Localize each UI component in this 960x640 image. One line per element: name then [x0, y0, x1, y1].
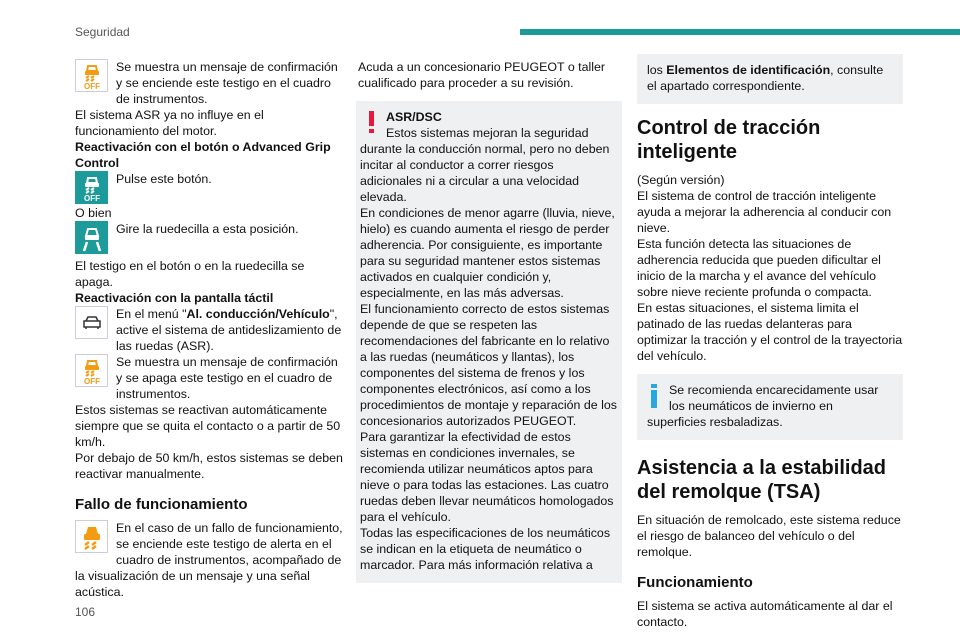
- asr-fault-warning-icon: [75, 520, 108, 553]
- section-title: Seguridad: [75, 25, 130, 39]
- column-1: OFF Se muestra un mensaje de confirmación y se enciende este testigo en el cuadro de instrumentos. El sistema ASR ya no influye en el funcionamiento del motor. Reactivación con el botón o Advanced Grip Control OFF Pulse este botón. O bien Gire la ruedecilla a esta posición. El testigo en el botón o en la ruedecilla se apaga. Reactivación con la pantalla táctil En el menú "Al. conducción/Vehículo", active el sistema de antideslizamiento de las ruedas (ASR). OFF Se muestra un mensaje de confirmación y se apaga este testigo en el cuadro de instrumentos. Estos sistemas se reactivan automáticamente siempre que se quita el contacto o a partir de 50 km/h. Por debajo de 50 km/h, estos sistemas se deben reactivar manualmente. Fallo de funcionamiento En el caso de un fallo de funcionamiento, se enciende este testigo de alerta en el cuadro de instrumentos, acompañado de la visualización de un mensaje y una señal acústica.: [75, 60, 343, 599]
- svg-text:OFF: OFF: [83, 193, 100, 202]
- asr-on-message: OFF Se muestra un mensaje de confirmación y se apaga este testigo en el cuadro de instrumentos.: [75, 354, 343, 402]
- fault-message: En el caso de un fallo de funcionamiento, se enciende este testigo de alerta en el cuadro de instrumentos, acompañado de la visualización de un mensaje y una señal acústica.: [75, 521, 343, 599]
- column-3: los Elementos de identificación, consulte el apartado correspondiente. Control de tracción inteligente (Según versión) El sistema de control de tracción inteligente ayuda a mejorar la adherencia al conducir con nieve. Esta función detecta las situaciones de adherencia reducida que pueden dificultar el inicio de la marcha y el avance del vehículo sobre nieve reciente profunda o compacta. En estas situaciones, el sistema limita el patinado de las ruedas delanteras para optimizar la tracción y el control de la trayectoria del vehículo. Se recomienda encarecidamente usar los neumáticos de invierno en superficies resbaladizas. Asistencia a la estabilidad del remolque (TSA) En situación de remolcado, este sistema reduce el riesgo de balanceo del vehículo o del remolque. Funcionamiento El sistema se activa automáticamente al dar el contacto.: [637, 54, 903, 630]
- press-button-step: OFF Pulse este botón.: [75, 171, 343, 187]
- asr-off-button-icon: [75, 171, 108, 204]
- touchscreen-step: En el menú "Al. conducción/Vehículo", active el sistema de antideslizamiento de las ruedas (ASR).: [75, 306, 343, 354]
- info-icon: [647, 382, 665, 410]
- header-accent-bar: [520, 29, 960, 35]
- asr-off-warning-icon: [75, 354, 108, 387]
- svg-text:OFF: OFF: [83, 81, 100, 90]
- page-number: 106: [75, 605, 96, 619]
- continued-warning-box: los Elementos de identificación, consulte el apartado correspondiente.: [637, 54, 903, 104]
- svg-text:OFF: OFF: [83, 376, 100, 385]
- asr-off-message: OFF Se muestra un mensaje de confirmación y se enciende este testigo en el cuadro de instrumentos.: [75, 59, 343, 107]
- warning-exclamation-icon: [360, 109, 382, 137]
- dial-position-icon: [75, 221, 108, 254]
- dial-step: Gire la ruedecilla a esta posición.: [75, 221, 343, 237]
- section-heading: Fallo de funcionamiento: [75, 496, 248, 513]
- section-heading: Control de tracción inteligente: [637, 117, 821, 163]
- warning-box: ASR/DSC Estos sistemas mejoran la seguridad durante la conducción normal, pero no deben incitar al conductor a correr riesgos adicionales ni a circular a una velocidad elevada. En condiciones de menor agarre (lluvia, nieve, hielo) es cuando aumenta el riesgo de perder adherencia. Por consiguiente, es importante para su seguridad mantener estos sistemas activados en cualquier condición y, especialmente, en las más adversas. El funcionamiento correcto de estos sistemas depende de que se respeten las recomendaciones del fabricante en lo relativo a las ruedas (neumáticos y llantas), los componentes del sistema de frenos y los componentes electrónicos, así como a los procedimientos de montaje y reparación de los concesionarios autorizados PEUGEOT. Para garantizar la efectividad de estos sistemas en condiciones invernales, se recomienda utilizar neumáticos aptos para nieve o para todas las estaciones. Las cuatro ruedas deben llevar neumáticos homologados para el vehículo. Todas las especificaciones de los neumáticos se indican en la etiqueta de neumático o marcador. Para más información relativa a: [356, 101, 622, 583]
- info-box: Se recomienda encarecidamente usar los neumáticos de invierno en superficies resbaladizas.: [637, 374, 903, 440]
- section-heading: Funcionamiento: [637, 574, 753, 591]
- asr-off-warning-icon: [75, 59, 108, 92]
- section-heading: Asistencia a la estabilidad del remolque (TSA): [637, 457, 886, 503]
- car-menu-icon: [75, 306, 108, 339]
- column-2: Acuda a un concesionario PEUGEOT o taller cualificado para proceder a su revisión. ASR/DSC Estos sistemas mejoran la seguridad durante la conducción normal, pero no deben incitar al conductor a correr riesgos adicionales ni a circular a una velocidad elevada. En condiciones de menor agarre (lluvia, nieve, hielo) es cuando aumenta el riesgo de perder adherencia. Por consiguiente, es importante para su seguridad mantener estos sistemas activados en cualquier condición y, especialmente, en las más adversas. El funcionamiento correcto de estos sistemas depende de que se respeten las recomendaciones del fabricante en lo relativo a las ruedas (neumáticos y llantas), los componentes del sistema de frenos y los componentes electrónicos, así como a los procedimientos de montaje y reparación de los concesionarios autorizados PEUGEOT. Para garantizar la efectividad de estos sistemas en condiciones invernales, se recomienda utilizar neumáticos aptos para nieve o para todas las estaciones. Las cuatro ruedas deben llevar neumáticos homologados para el vehículo. Todas las especificaciones de los neumáticos se indican en la etiqueta de neumático o marcador. Para más información relativa a: [356, 59, 622, 583]
